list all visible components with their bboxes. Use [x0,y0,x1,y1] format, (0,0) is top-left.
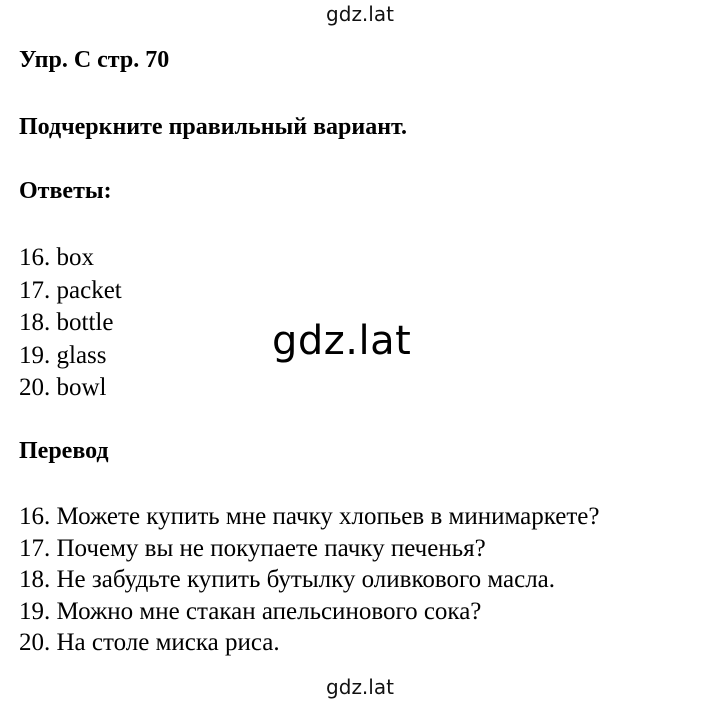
answers-list [19,242,122,405]
answer-item: 20. bowl [19,374,107,401]
answer-item: 19. glass [19,341,107,369]
answer-item: 18. bottle [19,309,114,336]
translation-item: 18. Не забудьте купить бутылку оливкового масла. [19,566,556,593]
task-instruction: Подчеркните правильный вариант. [19,114,408,140]
answer-item: 16. box [19,244,94,271]
answer-item: 17. packet [19,276,122,304]
watermark-top: gdz.lat [326,2,394,26]
watermark-center: gdz.lat [272,318,412,364]
exercise-title: Упр. C стр. 70 [19,47,170,73]
watermark-bottom: gdz.lat [326,675,394,699]
translation-item: 17. Почему вы не покупаете пачку печенья? [19,534,486,562]
translation-heading: Перевод [19,438,109,464]
translations-list [19,501,599,659]
translation-item: 16. Можете купить мне пачку хлопьев в минимаркете? [19,503,600,530]
answers-heading: Ответы: [19,178,112,204]
translation-item: 20. На столе миска риса. [19,629,280,656]
translation-item: 19. Можно мне стакан апельсинового сока? [19,597,482,625]
